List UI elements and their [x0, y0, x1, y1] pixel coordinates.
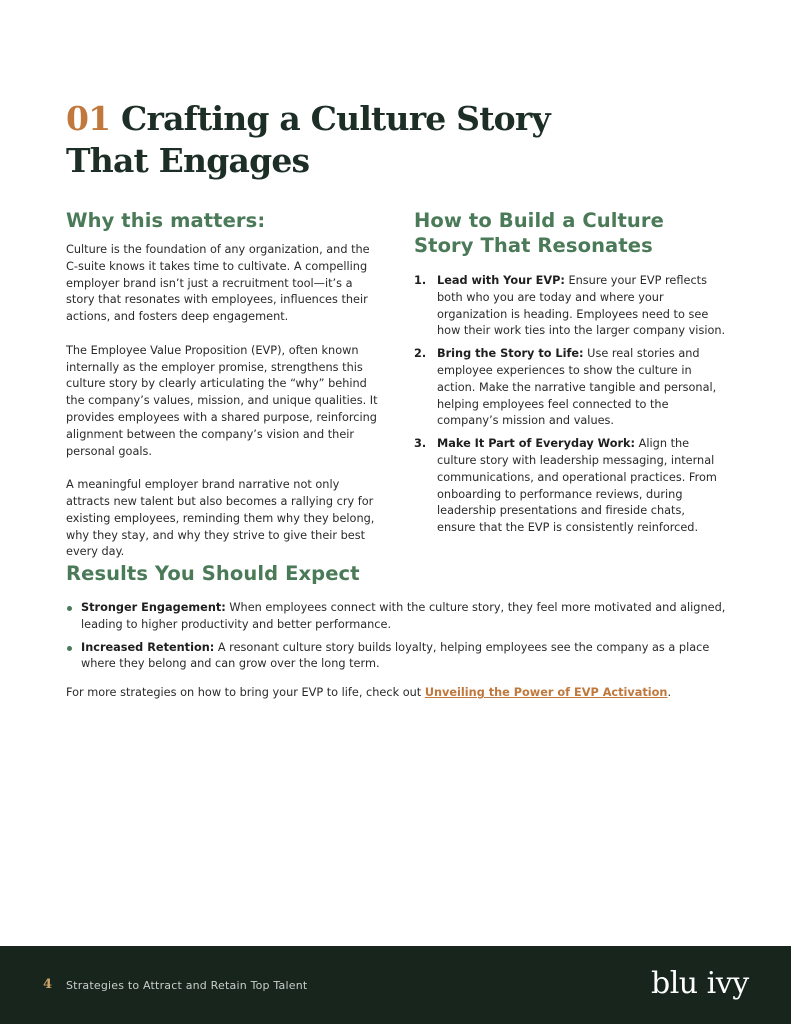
step-number: 2. — [414, 347, 427, 361]
title-line-2: That Engages — [66, 141, 310, 180]
result-text: A resonant culture story builds loyalty, helping employees see the company as a place where they belong and can grow over the long term. — [81, 640, 710, 671]
step-item — [414, 273, 726, 340]
step-label: Make It Part of Everyday Work: — [437, 437, 636, 451]
why-paragraph: A meaningful employer brand narrative not only attracts new talent but also becomes a rallying cry for existing employees, reminding them why they belong, why they stay, and why they strive to give their best every day. — [66, 478, 375, 559]
how-heading: How to Build a Culture Story That Resonates — [414, 209, 664, 257]
step-label: Lead with Your EVP: — [437, 274, 565, 287]
blu-ivy-logo: blu ivy — [651, 966, 749, 1001]
result-item — [66, 600, 726, 634]
why-section — [66, 208, 378, 578]
results-heading: Results You Should Expect — [66, 562, 360, 585]
step-text: Ensure your EVP reflects both who you are today and where your organization is heading. Employees need to see how their work ties into the larger company vision. — [437, 274, 726, 338]
step-item — [414, 436, 726, 537]
title-line-1: Crafting a Culture Story — [121, 99, 550, 138]
why-paragraph: Culture is the foundation of any organization, and the C-suite knows it takes time to cultivate. A compelling employer brand isn’t just a recruitment tool—it’s a story that resonates with employees, influences their actions, and fosters deep engagement. — [66, 243, 370, 324]
results-section — [66, 561, 726, 702]
more-strategies-text — [66, 685, 726, 702]
page-footer — [0, 946, 791, 1024]
results-list — [66, 600, 726, 673]
result-item — [66, 640, 726, 674]
more-suffix: . — [667, 686, 672, 700]
page-title — [66, 98, 666, 182]
why-heading: Why this matters: — [66, 209, 266, 232]
bullet-icon — [67, 606, 72, 611]
section-number: 01 — [66, 99, 111, 138]
why-paragraph: The Employee Value Proposition (EVP), often known internally as the employer promise, strengthens this culture story by clearly articulating the “why” behind the company’s values, mission, and unique qualities. It provides employees with a shared purpose, reinforcing alignment between the company’s vision and their personal goals. — [66, 343, 378, 458]
how-section — [414, 208, 726, 543]
step-text: Use real stories and employee experiences to show the culture in action. Make the narrative tangible and personal, helping employees feel connected to the company’s mission and values. — [437, 347, 717, 428]
result-label: Stronger Engagement: — [81, 601, 226, 614]
bullet-icon — [67, 646, 72, 651]
steps-list — [414, 273, 726, 537]
evp-activation-link[interactable]: Unveiling the Power of EVP Activation — [424, 686, 668, 700]
step-number: 3. — [414, 437, 427, 451]
step-item — [414, 346, 726, 430]
page-number: 4 — [43, 977, 53, 992]
result-label: Increased Retention: — [81, 640, 215, 654]
step-label: Bring the Story to Life: — [437, 347, 584, 361]
footer-title: Strategies to Attract and Retain Top Talent — [66, 979, 308, 992]
result-text: When employees connect with the culture story, they feel more motivated and aligned, leading to higher productivity and better performance. — [81, 601, 726, 631]
step-text: Align the culture story with leadership messaging, internal communications, and operational practices. From onboarding to performance reviews, during leadership presentations and fireside chats, ensure that the EVP is consistently reinforced. — [437, 437, 717, 535]
step-number: 1. — [414, 274, 427, 287]
more-prefix: For more strategies on how to bring your EVP to life, check out — [66, 686, 425, 700]
